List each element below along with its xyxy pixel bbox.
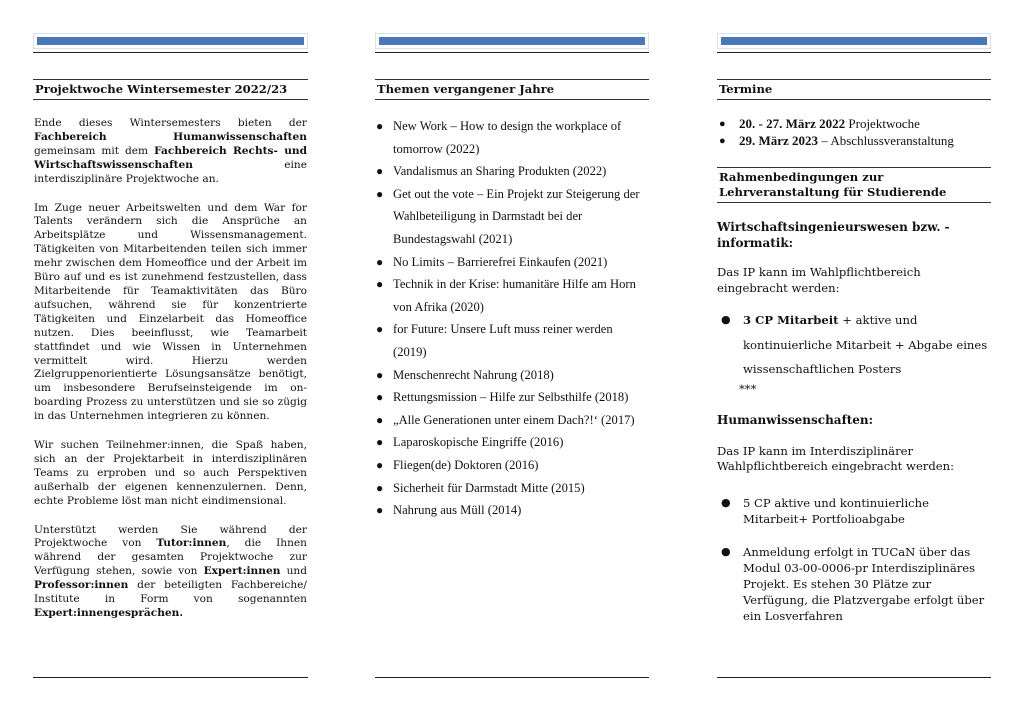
participants-paragraph: Wir suchen Teilnehmer:innen, die Spaß haben, sich an der Projektarbeit in interdisziplinären Teams zu erproben und so auch Perspektiven außerhalb der eigenen kennenzulernen. Denn, echte Probleme löst man nicht eindimensional. — [34, 439, 307, 507]
subsection-heading: Humanwissenschaften: — [717, 413, 874, 427]
list-item: ● Technik in der Krise: humanitäre Hilfe am Horn von Afrika (2020) — [376, 277, 636, 314]
topic-list — [375, 115, 649, 522]
column-themen — [375, 33, 649, 522]
list-item: ● Nahrung aus Müll (2014) — [376, 503, 522, 518]
section-heading: Rahmenbedingungen zur Lehrveranstaltung für Studierende — [717, 167, 991, 203]
requirements-list — [717, 308, 991, 382]
header-bar — [33, 33, 308, 49]
list-item: ● 20. - 27. März 2022 Projektwoche — [719, 116, 920, 131]
section-heading: Projektwoche Wintersemester 2022/23 — [33, 79, 308, 100]
list-item: ● 5 CP aktive und kontinuierliche Mitarbeit+ Portfolioabgabe — [721, 495, 929, 526]
subsection-heading: Wirtschaftsingenieurswesen bzw. -informatik: — [717, 220, 950, 250]
list-item: ● Vandalismus an Sharing Produkten (2022) — [376, 164, 607, 179]
list-item: ● Get out the vote – Ein Projekt zur Steigerung der Wahlbeteiligung in Darmstadt bei der Bundestagswahl (2021) — [376, 186, 640, 246]
dates-list — [717, 116, 991, 149]
body-text: Das IP kann im Interdisziplinärer Wahlpflichtbereich eingebracht werden: — [717, 443, 954, 473]
footer-divider — [717, 677, 991, 678]
column-projektwoche — [33, 33, 308, 621]
list-item: ● 29. März 2023 – Abschlussveranstaltung — [719, 132, 954, 148]
list-item: ● „Alle Generationen unter einem Dach?!‘ (2017) — [376, 412, 635, 427]
context-paragraph: Im Zuge neuer Arbeitswelten und dem War for Talents verändern sich die Ansprüche an Arbeitsplätze und Wissensmanagement. Tätigkeiten von Mitarbeitenden teilen sich immer mehr zwischen dem Homeoffice und der Arbeit im Büro auf und es ist zunehmend festzustellen, dass Mitarbeitende für Teamaktivitäten das Büro aufsuchen, während sie für konzentrierte Tätigkeiten und Einzelarbeit das Homeoffice nutzen. Dies beeinflusst, wie Teamarbeit stattfindet und wie Wissen in Unternehmen vermittelt wird. Hierzu werden Zielgruppenorientierte Lösungsansätze benötigt, um insbesondere Berufseinsteigende im on-boarding Prozess zu unterstützen und sie so zügig in das Unternehmen integrieren zu können. — [34, 201, 307, 423]
section-heading: Themen vergangener Jahre — [375, 79, 649, 100]
list-item: ● Anmeldung erfolgt in TUCaN über das Modul 03-00-0006-pr Interdisziplinäres Projekt. Es stehen 30 Plätze zur Verfügung, die Platzvergabe erfolgt über ein Losverfahren — [721, 544, 985, 623]
header-bar — [375, 33, 649, 49]
intro-paragraph: Ende dieses Wintersemesters bieten der Fachbereich Humanwissenschaften gemeinsam mit dem Fachbereich Rechts- und Wirtschaftswissenschaften eine interdisziplinäre Projektwoche an. — [34, 117, 307, 185]
list-item: ● for Future: Unsere Luft muss reiner werden (2019) — [376, 322, 613, 359]
support-paragraph: Unterstützt werden Sie während der Projektwoche von Tutor:innen, die Ihnen während der gesamten Projektwoche zur Verfügung stehen, sowie von Expert:innen und Professor:innen der beteiligten Fachbereiche/ Institute in Form von sogenannten Expert:innengesprächen. — [34, 523, 308, 619]
list-item: ● New Work – How to design the workplace of tomorrow (2022) — [376, 119, 622, 156]
footer-divider — [375, 677, 649, 678]
divider — [375, 52, 649, 53]
column-termine — [717, 33, 991, 624]
list-item: ● Laparoskopische Eingriffe (2016) — [376, 435, 564, 450]
list-item: ● Fliegen(de) Doktoren (2016) — [376, 457, 539, 472]
divider — [33, 52, 308, 53]
divider — [717, 52, 991, 53]
footer-divider — [33, 677, 308, 678]
list-item: ● No Limits – Barrierefrei Einkaufen (2021) — [376, 254, 608, 269]
separator-stars: *** — [739, 381, 757, 396]
list-item: ● Sicherheit für Darmstadt Mitte (2015) — [376, 480, 585, 495]
list-item: ● 3 CP Mitarbeit + aktive und kontinuierliche Mitarbeit + Abgabe eines wissenschaftlichen Posters — [721, 313, 988, 376]
list-item: ● Rettungsmission – Hilfe zur Selbsthilfe (2018) — [376, 390, 629, 405]
header-bar — [717, 33, 991, 49]
body-text: Das IP kann im Wahlpflichtbereich eingebracht werden: — [717, 265, 921, 295]
list-item: ● Menschenrecht Nahrung (2018) — [376, 367, 554, 382]
section-heading: Termine — [717, 79, 991, 100]
requirements-list — [717, 495, 991, 624]
